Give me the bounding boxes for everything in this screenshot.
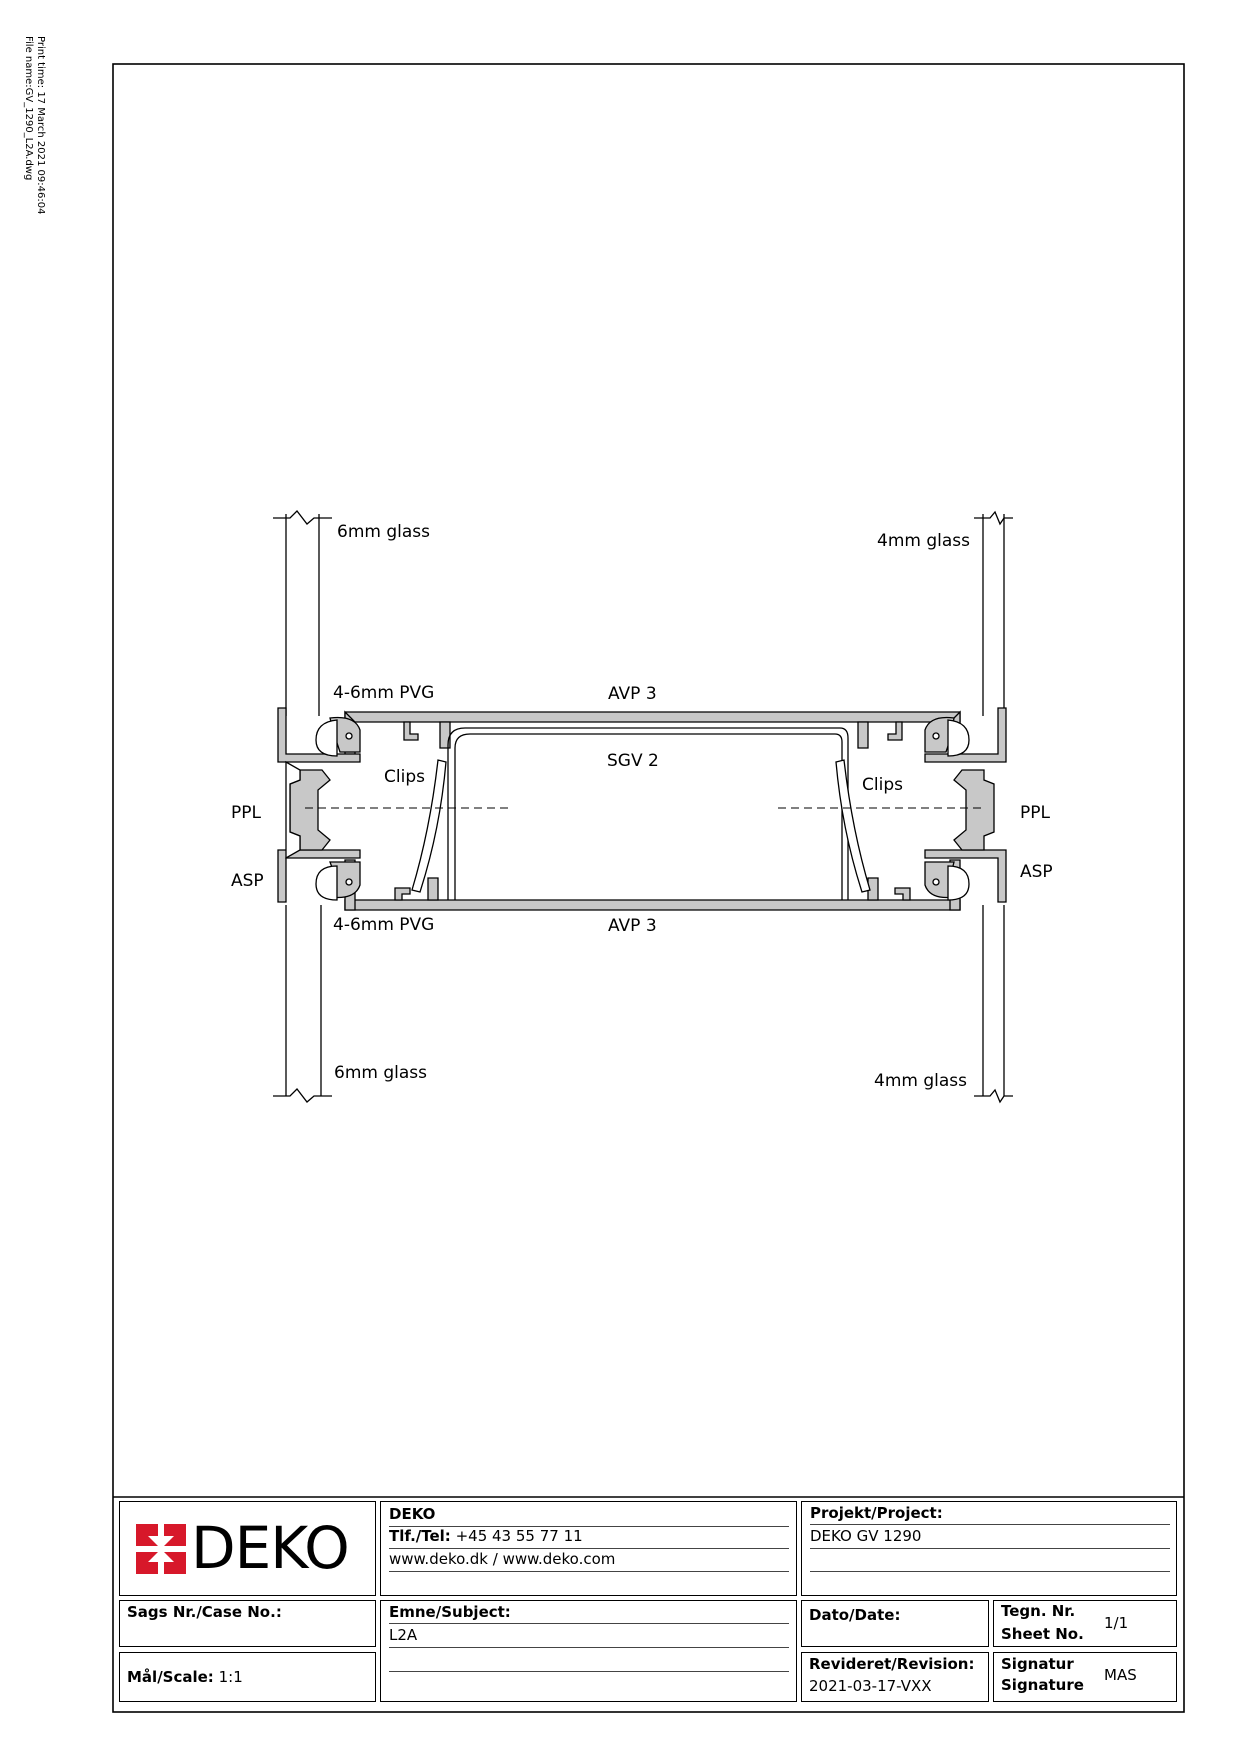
label-glass-bottom-left: 6mm glass [334, 1063, 427, 1083]
label-pvg-bottom: 4-6mm PVG [333, 915, 435, 935]
signature-label-2: Signature [1001, 1676, 1084, 1694]
signature-label-1: Signatur [1001, 1655, 1074, 1673]
label-glass-bottom-right: 4mm glass [874, 1071, 967, 1091]
sheet-label-2: Sheet No. [1001, 1625, 1084, 1643]
project-box [801, 1501, 1177, 1596]
revision-label: Revideret/Revision: [809, 1655, 975, 1673]
label-pvg-top: 4-6mm PVG [333, 683, 435, 703]
subject-label: Emne/Subject: [389, 1603, 511, 1621]
label-glass-top-left: 6mm glass [337, 522, 430, 542]
sheet-label-1: Tegn. Nr. [1001, 1602, 1076, 1620]
label-ppl-left: PPL [231, 803, 261, 823]
drawing-frame [113, 64, 1184, 1712]
label-avp-top: AVP 3 [608, 684, 657, 704]
label-asp-left: ASP [231, 871, 264, 891]
company-tel: Tlf./Tel: +45 43 55 77 11 [389, 1527, 583, 1545]
sheet-box [993, 1600, 1177, 1647]
company-name: DEKO [389, 1505, 436, 1523]
company-website: www.deko.dk / www.deko.com [389, 1550, 616, 1568]
glass-bottom-left [273, 905, 332, 1102]
label-clips-right: Clips [862, 775, 903, 795]
logo-wordmark: DEKO [191, 1514, 349, 1582]
label-sgv: SGV 2 [607, 751, 659, 771]
revision-value: 2021-03-17-VXX [809, 1677, 932, 1695]
scale: Mål/Scale: 1:1 [127, 1668, 243, 1686]
label-avp-bottom: AVP 3 [608, 916, 657, 936]
subject-box [380, 1600, 797, 1702]
label-asp-right: ASP [1020, 862, 1053, 882]
scale-box [119, 1652, 376, 1702]
clips [412, 760, 870, 892]
glass-top-right [974, 512, 1013, 716]
company-box [380, 1501, 797, 1596]
label-ppl-right: PPL [1020, 803, 1050, 823]
date-label: Dato/Date: [809, 1606, 901, 1624]
signature-value: MAS [1104, 1666, 1137, 1684]
file-name: File name:GV_1290_L2A.dwg [23, 36, 34, 181]
signature-box [993, 1652, 1177, 1702]
glass-bottom-right [974, 905, 1013, 1102]
revision-box [801, 1652, 989, 1702]
subject-value: L2A [389, 1626, 418, 1644]
project-value: DEKO GV 1290 [810, 1527, 922, 1545]
project-label: Projekt/Project: [810, 1504, 943, 1522]
sheet-value: 1/1 [1104, 1614, 1129, 1632]
logo-box [119, 1501, 376, 1596]
deko-logo-icon [136, 1524, 186, 1574]
label-clips-left: Clips [384, 767, 425, 787]
case-box [119, 1600, 376, 1647]
date-box [801, 1600, 989, 1647]
glass-top-left [273, 511, 332, 716]
label-glass-top-right: 4mm glass [877, 531, 970, 551]
print-time: Print time: 17 March 2021 09:46:04 [35, 36, 46, 215]
case-label: Sags Nr./Case No.: [127, 1603, 282, 1621]
